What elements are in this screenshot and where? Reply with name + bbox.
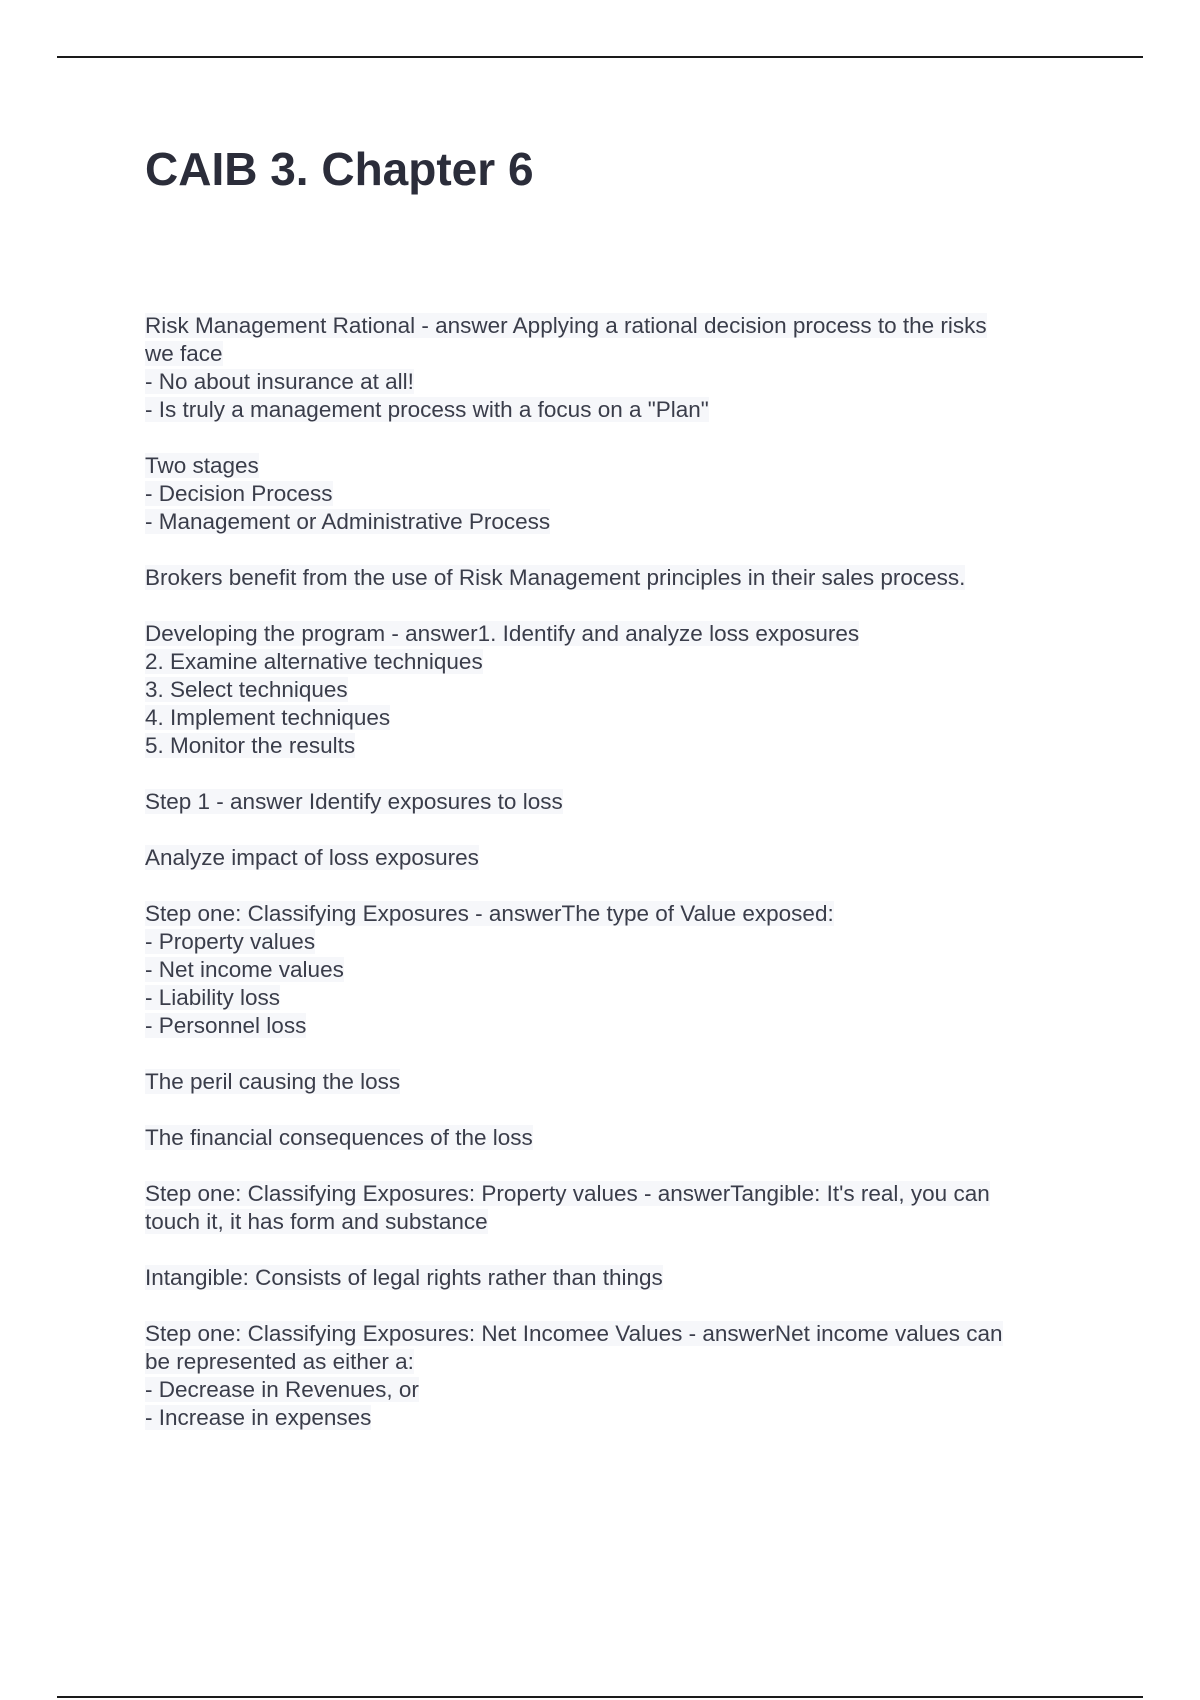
text-line: - Management or Administrative Process (145, 509, 551, 534)
text-line: - Decision Process (145, 481, 333, 506)
text-line: - Liability loss (145, 985, 281, 1010)
text-line: 3. Select techniques (145, 677, 348, 702)
text-line: 5. Monitor the results (145, 733, 356, 758)
text-line: Brokers benefit from the use of Risk Management principles in their sales process. (145, 565, 966, 590)
text-line: - Net income values (145, 957, 344, 982)
text-line: Analyze impact of loss exposures (145, 845, 479, 870)
page-title: CAIB 3. Chapter 6 (145, 143, 534, 195)
document-body (145, 312, 1080, 1460)
flashcard-analyze-impact (145, 844, 1080, 872)
text-line: 2. Examine alternative techniques (145, 649, 483, 674)
flashcard-net-income-values (145, 1320, 1080, 1432)
flashcard-property-values (145, 1180, 1080, 1236)
text-line: Two stages (145, 453, 259, 478)
text-line: be represented as either a: (145, 1349, 414, 1374)
text-line: - Property values (145, 929, 316, 954)
bottom-rule (57, 1696, 1143, 1698)
flashcard-risk-management-rational (145, 312, 1080, 424)
text-line: touch it, it has form and substance (145, 1209, 488, 1234)
flashcard-brokers-benefit (145, 564, 1080, 592)
text-line: The peril causing the loss (145, 1069, 401, 1094)
flashcard-financial-consequences (145, 1124, 1080, 1152)
text-line: Step one: Classifying Exposures - answerThe type of Value exposed: (145, 901, 834, 926)
text-line: - Is truly a management process with a focus on a "Plan" (145, 397, 709, 422)
flashcard-classifying-exposures (145, 900, 1080, 1040)
flashcard-developing-program (145, 620, 1080, 760)
flashcard-peril (145, 1068, 1080, 1096)
text-line: Intangible: Consists of legal rights rather than things (145, 1265, 663, 1290)
text-line: - Personnel loss (145, 1013, 307, 1038)
text-line: Step 1 - answer Identify exposures to loss (145, 789, 563, 814)
text-line: - Increase in expenses (145, 1405, 372, 1430)
text-line: 4. Implement techniques (145, 705, 391, 730)
top-rule (57, 56, 1143, 58)
text-line: The financial consequences of the loss (145, 1125, 533, 1150)
text-line: - Decrease in Revenues, or (145, 1377, 419, 1402)
flashcard-two-stages (145, 452, 1080, 536)
text-line: Risk Management Rational - answer Applying a rational decision process to the risks (145, 313, 987, 338)
text-line: - No about insurance at all! (145, 369, 414, 394)
text-line: Step one: Classifying Exposures: Property values - answerTangible: It's real, you can (145, 1181, 990, 1206)
flashcard-step-1 (145, 788, 1080, 816)
text-line: Step one: Classifying Exposures: Net Incomee Values - answerNet income values can (145, 1321, 1003, 1346)
flashcard-intangible (145, 1264, 1080, 1292)
text-line: Developing the program - answer1. Identify and analyze loss exposures (145, 621, 860, 646)
text-line: we face (145, 341, 223, 366)
